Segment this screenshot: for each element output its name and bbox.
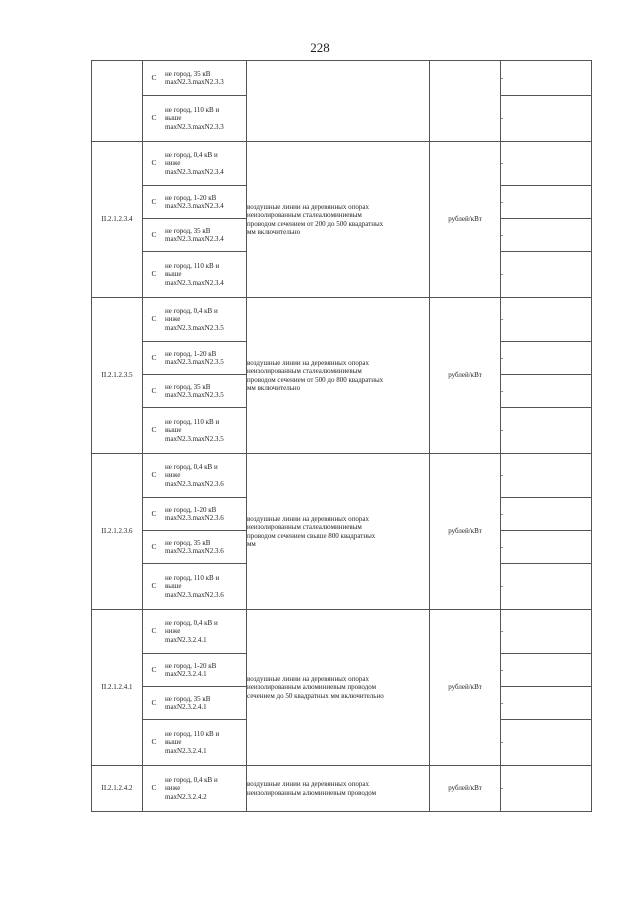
category-letter: С [151, 158, 157, 168]
voltage-text [165, 226, 246, 245]
category-letter: С [151, 541, 157, 551]
voltage-text [165, 105, 246, 133]
category-letter: С [151, 113, 157, 123]
voltage-text-line: maxN2.3.maxN2.3.6 [165, 590, 224, 599]
value-cell: - [501, 186, 592, 219]
category-letter: С [151, 737, 157, 747]
description-text-line: воздушные линии на деревянных опорах [247, 358, 369, 367]
description-text-line: неизолированным сталеалюминиевым [247, 523, 362, 531]
voltage-text [165, 69, 246, 88]
voltage-cell [143, 610, 247, 654]
voltage-text-line: не город, 110 кВ и [165, 417, 220, 426]
description-cell [247, 766, 430, 812]
voltage-cell [143, 219, 247, 252]
description-text-line: неизолированным сталеалюминиевым [247, 367, 362, 375]
voltage-cell-content [143, 775, 246, 803]
value-cell: - [501, 252, 592, 298]
category-letter: С [151, 697, 157, 707]
voltage-text-line: ниже [165, 627, 181, 636]
voltage-text-line: не город, 0,4 кВ и [165, 775, 218, 784]
voltage-text-line: maxN2.3.2.4.1 [165, 746, 207, 755]
category-letter: С [151, 470, 157, 480]
voltage-text-line: выше [165, 582, 182, 591]
description-text-line: проводом сечением от 500 до 800 квадратных [247, 375, 384, 384]
value-cell: - [501, 564, 592, 610]
voltage-text-line: maxN2.3.maxN2.3.5 [165, 391, 224, 399]
voltage-cell [143, 564, 247, 610]
voltage-text-line: не город, 110 кВ и [165, 261, 220, 270]
voltage-text [165, 306, 246, 334]
voltage-text-line: ниже [165, 784, 181, 793]
voltage-text-line: ниже [165, 315, 181, 324]
unit-cell: рублей/кВт [430, 610, 501, 766]
voltage-cell [143, 298, 247, 342]
row-code-cell: II.2.1.2.3.4 [92, 142, 143, 298]
voltage-cell [143, 720, 247, 766]
voltage-cell [143, 454, 247, 498]
description-text-line: мм включительно [247, 384, 301, 392]
voltage-text-line: не город, 0,4 кВ и [165, 618, 218, 627]
category-letter: С [151, 385, 157, 395]
voltage-text-line: maxN2.3.2.4.2 [165, 792, 207, 801]
voltage-text [165, 775, 246, 803]
voltage-text-line: выше [165, 114, 182, 123]
category-letter: С [151, 352, 157, 362]
voltage-cell [143, 342, 247, 375]
description-cell [247, 610, 430, 766]
voltage-text-line: maxN2.3.2.4.1 [165, 703, 207, 711]
voltage-text [165, 193, 246, 212]
voltage-text-line: выше [165, 270, 182, 279]
value-cell: - [501, 342, 592, 375]
voltage-cell-content [143, 105, 246, 133]
value-cell: - [501, 408, 592, 454]
category-letter: С [151, 72, 157, 82]
category-letter: С [151, 581, 157, 591]
voltage-text-line: maxN2.3.maxN2.3.3 [165, 78, 224, 86]
voltage-text-line: не город, 35 кВ [165, 694, 211, 703]
category-letter: С [151, 269, 157, 279]
description-text-line: неизолированным сталеалюминиевым [247, 211, 362, 219]
voltage-cell-content [143, 729, 246, 757]
voltage-text [165, 261, 246, 289]
row-code-cell: II.2.1.2.3.6 [92, 454, 143, 610]
voltage-text-line: не город, 35 кВ [165, 69, 211, 78]
description-text-line: проводом сечением свыше 800 квадратных [247, 531, 376, 540]
voltage-text-line: maxN2.3.maxN2.3.4 [165, 167, 224, 176]
voltage-text [165, 729, 246, 757]
unit-cell: рублей/кВт [430, 298, 501, 454]
category-letter: С [151, 783, 157, 793]
value-cell: - [501, 298, 592, 342]
value-cell: - [501, 498, 592, 531]
voltage-text [165, 382, 246, 401]
voltage-text-line: выше [165, 426, 182, 435]
unit-cell: рублей/кВт [430, 766, 501, 812]
voltage-text-line: выше [165, 738, 182, 747]
description-text-line: воздушные линии на деревянных опорах [247, 202, 369, 211]
voltage-text [165, 618, 246, 646]
description-text-line: воздушные линии на деревянных опорах [247, 674, 369, 683]
tariff-table [91, 60, 592, 812]
voltage-text-line: не город, 1-20 кВ [165, 661, 217, 670]
page-number: 228 [310, 40, 330, 55]
category-letter: С [151, 229, 157, 239]
voltage-text-line: maxN2.3.maxN2.3.5 [165, 323, 224, 332]
voltage-cell [143, 687, 247, 720]
voltage-text-line: не город, 35 кВ [165, 538, 211, 547]
unit-cell: рублей/кВт [430, 142, 501, 298]
voltage-text [165, 150, 246, 178]
voltage-cell-content [143, 417, 246, 445]
voltage-cell-content [143, 193, 246, 212]
unit-cell [430, 61, 501, 142]
voltage-text-line: maxN2.3.maxN2.3.4 [165, 235, 224, 243]
voltage-text-line: не город, 0,4 кВ и [165, 150, 218, 159]
value-cell: - [501, 531, 592, 564]
value-cell: - [501, 219, 592, 252]
voltage-cell-content [143, 69, 246, 88]
value-cell: - [501, 654, 592, 687]
voltage-text-line: ниже [165, 471, 181, 480]
description-cell [247, 298, 430, 454]
voltage-cell-content [143, 261, 246, 289]
row-code-cell: II.2.1.2.3.5 [92, 298, 143, 454]
value-cell: - [501, 766, 592, 812]
voltage-cell [143, 375, 247, 408]
voltage-cell [143, 498, 247, 531]
table-row [92, 142, 592, 186]
voltage-cell-content [143, 382, 246, 401]
category-letter: С [151, 508, 157, 518]
unit-cell: рублей/кВт [430, 454, 501, 610]
voltage-cell-content [143, 349, 246, 368]
voltage-text [165, 462, 246, 490]
voltage-cell [143, 766, 247, 812]
voltage-text [165, 349, 246, 368]
voltage-text-line: ниже [165, 159, 181, 168]
category-letter: С [151, 425, 157, 435]
description-text-line: проводом сечением от 200 до 500 квадратных [247, 219, 384, 228]
value-cell: - [501, 142, 592, 186]
row-code-cell: II.2.1.2.4.2 [92, 766, 143, 812]
value-cell: - [501, 610, 592, 654]
voltage-cell-content [143, 661, 246, 680]
category-letter: С [151, 626, 157, 636]
table-row [92, 298, 592, 342]
voltage-cell-content [143, 538, 246, 557]
row-code-cell [92, 61, 143, 142]
value-cell: - [501, 687, 592, 720]
voltage-cell [143, 61, 247, 96]
description-cell [247, 454, 430, 610]
voltage-text-line: не город, 1-20 кВ [165, 505, 217, 514]
voltage-text-line: не город, 1-20 кВ [165, 349, 217, 358]
voltage-cell-content [143, 306, 246, 334]
voltage-text [165, 661, 246, 680]
voltage-cell-content [143, 226, 246, 245]
category-letter: С [151, 196, 157, 206]
table-row [92, 766, 592, 812]
description-text-line: мм [247, 540, 256, 548]
category-letter: С [151, 314, 157, 324]
table-row [92, 61, 592, 96]
description-text-line: неизолированным алюминиевым проводом [247, 788, 377, 797]
voltage-text-line: не город, 35 кВ [165, 382, 211, 391]
voltage-text-line: maxN2.3.maxN2.3.5 [165, 358, 224, 366]
voltage-text [165, 538, 246, 557]
value-cell: - [501, 720, 592, 766]
description-cell [247, 61, 430, 142]
description-text-line: мм включительно [247, 228, 301, 236]
voltage-text-line: не город, 35 кВ [165, 226, 211, 235]
voltage-text-line: maxN2.3.maxN2.3.3 [165, 122, 224, 131]
voltage-text-line: не город, 110 кВ и [165, 729, 220, 738]
voltage-cell-content [143, 618, 246, 646]
voltage-text [165, 505, 246, 524]
table-row [92, 454, 592, 498]
voltage-cell-content [143, 150, 246, 178]
voltage-text-line: maxN2.3.maxN2.3.5 [165, 434, 224, 443]
tariff-table-body [92, 61, 592, 812]
description-text-line: воздушные линии на деревянных опорах [247, 514, 369, 523]
value-cell: - [501, 96, 592, 142]
voltage-cell [143, 408, 247, 454]
description-text-line: воздушные линии на деревянных опорах [247, 780, 369, 788]
voltage-text-line: не город, 0,4 кВ и [165, 462, 218, 471]
voltage-text [165, 694, 246, 713]
row-code-cell: II.2.1.2.4.1 [92, 610, 143, 766]
voltage-text-line: maxN2.3.maxN2.3.6 [165, 547, 224, 555]
voltage-text-line: maxN2.3.maxN2.3.6 [165, 479, 224, 488]
voltage-text-line: не город, 1-20 кВ [165, 193, 217, 202]
description-text-line: неизолированным алюминиевым проводом [247, 683, 377, 692]
value-cell: - [501, 375, 592, 408]
voltage-cell-content [143, 694, 246, 713]
voltage-cell-content [143, 573, 246, 601]
voltage-cell [143, 142, 247, 186]
voltage-cell [143, 531, 247, 564]
value-cell: - [501, 454, 592, 498]
description-text-line: сечением до 50 квадратных мм включительно [247, 691, 384, 700]
voltage-text-line: не город, 110 кВ и [165, 573, 220, 582]
voltage-text [165, 417, 246, 445]
voltage-cell [143, 186, 247, 219]
voltage-text [165, 573, 246, 601]
value-cell: - [501, 61, 592, 96]
description-cell [247, 142, 430, 298]
voltage-text-line: не город, 0,4 кВ и [165, 306, 218, 315]
voltage-cell [143, 252, 247, 298]
voltage-text-line: maxN2.3.2.4.1 [165, 635, 207, 644]
voltage-cell [143, 96, 247, 142]
table-row [92, 610, 592, 654]
voltage-cell-content [143, 462, 246, 490]
voltage-text-line: maxN2.3.maxN2.3.4 [165, 202, 224, 210]
voltage-text-line: maxN2.3.maxN2.3.6 [165, 514, 224, 522]
category-letter: С [151, 664, 157, 674]
voltage-text-line: maxN2.3.2.4.1 [165, 670, 207, 678]
voltage-cell [143, 654, 247, 687]
voltage-cell-content [143, 505, 246, 524]
voltage-text-line: не город, 110 кВ и [165, 105, 220, 114]
voltage-text-line: maxN2.3.maxN2.3.4 [165, 278, 224, 287]
